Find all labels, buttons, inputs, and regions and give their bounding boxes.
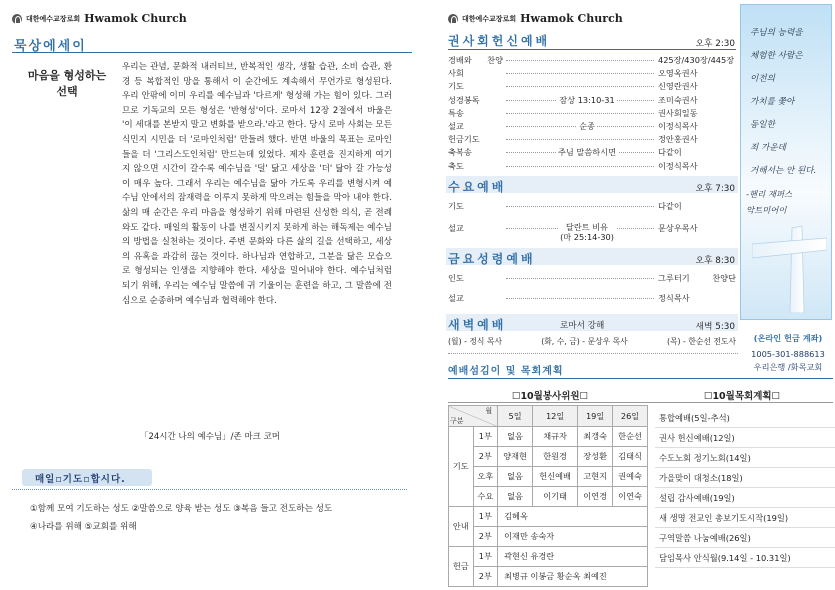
service-order-person: 문상우목사: [656, 222, 736, 234]
sidebar-quote: 주님의 능력을 체험한 사람은 이전의 가치를 쫓아 동일한 죄 가운데 거해서는 안 된다.: [750, 28, 817, 176]
service-order-label: 사회: [448, 68, 464, 79]
events-divider: [448, 378, 833, 379]
duty-group-prayer: 기도: [449, 427, 474, 507]
prayer-topics-line-1: ①함께 모여 기도하는 성도 ②말씀으로 양육 받는 성도 ③복음 들고 전도하는 성도: [30, 504, 333, 514]
dawn-leader-thu: (목) - 한순선 전도사: [666, 337, 736, 346]
service-order-person: 다같이: [656, 146, 736, 158]
duty-table-corner: [449, 406, 498, 427]
duty-row-label: 1부: [473, 547, 498, 567]
church-logo-icon: [448, 14, 458, 24]
cross-icon: [752, 218, 827, 313]
plan-item: 구역말씀 나눔예배(26일): [655, 528, 835, 548]
meditation-body: 우리는 관념, 문화적 내러티브, 반복적인 생각, 생활 습관, 소비 습관, 환경 등 복합적인 망을 통해서 이 순간에도 계속해서 무언가로 형성된다. 우리 안팎에 이미 우리를 예수님과 '다르게' 형성해 가는 힘이 있다. 그러므로 기독교의 모든 형성은 '반형성'이다. 로마서 12장 2절에서 바울은 '이 세대를 본받지 말고 변화를 받으라.'라고 한다. 당시 로마 사회는 모든 식민지 시민을 더 '로마인처럼' 만들려 했다. 반면 바울의 목표는 로마인들을 더 '그리스도인처럼' 만드는데 있었다. 제자 훈련을 진지하게 여기지 않으면 시간이 갈수록 예수님을 '덜' 닮고 세상을 '더' 닮아 갈 가능성이 매우 높다. 그래서 우리는 예수님을 닮아 가도록 우리를 변형시켜 예수님 안에서의 잠재력을 이루지 못하게 막으려는 힘들을 막아 내야 한다. 삶의 매 순간은 우리 마음을 형성하기 위해 마련된 신성한 의식, 곧 전례와도 같다. 매일의 활동이 나를 변질시키지 못하게 하는 해독제는 예수님의 방법을 실천하는 것이다. 주변 문화와 다른 삶의 길을 선택하고, 세상의 유혹을 과감히 끊는 것이다. 하나님과 연합하고, 그분을 닮은 모습으로 형성되는 인생을 지향해야 한다. 세상을 밀어내야 한다. 예수님처럼 되기 위해, 우리는 예수님 말씀에 귀 기울이는 훈련을 하고, 그 말씀에 전심으로 순종하며 예수님과 협력해야 한다.: [122, 62, 392, 306]
friday-service-title: 금요성령예배: [448, 252, 536, 266]
duty-row-label: 수요: [473, 487, 498, 507]
duty-cell: 곽현신 유경란: [498, 547, 648, 567]
row-dotted-leader: [506, 298, 654, 299]
service-order-row: [448, 107, 736, 119]
service-order-row: [448, 133, 736, 145]
plan-item: 권사 헌신예배(12일): [655, 428, 835, 448]
service-order-row: [448, 94, 736, 106]
duty-cell: 최병규 이봉금 황순옥 최예진: [498, 567, 648, 587]
duty-title: ☐10월봉사위원☐: [511, 391, 589, 402]
prayer-title: 매일▫기도▫합시다.: [35, 474, 126, 485]
duty-cell: 없음: [498, 487, 533, 507]
service-order-row: [448, 200, 736, 212]
duty-table: [448, 405, 648, 587]
duty-group-guide: 안내: [449, 507, 474, 547]
sunday-service-time: 오후 2:30: [695, 39, 735, 49]
service-order-label: 경배와 찬양: [448, 55, 503, 65]
service-order-row: [448, 120, 736, 132]
offering-bank: 우리은행 /화목교회: [753, 362, 823, 372]
plan-item: 수도노회 정기노회(14일): [655, 448, 835, 468]
service-order-detail-text: 잠상 13:10-31: [559, 94, 615, 105]
service-order-detail: [508, 94, 666, 106]
dawn-leader-mon: (월) - 정식 목사: [448, 337, 502, 346]
dawn-divider: [448, 353, 738, 354]
plan-list: [655, 408, 835, 568]
duty-cell: 최갱숙: [578, 427, 613, 447]
service-order-label: 기도: [448, 201, 464, 211]
service-order-row: [448, 80, 736, 92]
row-dotted-leader: [506, 166, 654, 167]
service-order-row: [448, 222, 736, 242]
service-order-label: 축도: [448, 160, 464, 171]
offering-title: (온라인 헌금 계좌): [753, 333, 823, 343]
duty-cell: 이연경: [578, 487, 613, 507]
plan-title: ☐10월목회계획☐: [703, 391, 781, 402]
service-order-label: 성경봉독: [448, 94, 480, 105]
row-dotted-leader: [506, 86, 654, 87]
duty-row-label: 1부: [473, 507, 498, 527]
events-section-title: 예배섬김이 및 목회계획: [448, 366, 564, 377]
duty-row-label: 1부: [473, 427, 498, 447]
plan-item: 통합예배(5일-추석): [655, 408, 835, 428]
duty-col-header: 19일: [578, 406, 613, 427]
church-name-en: Hwamok Church: [84, 12, 187, 25]
duty-cell: 김혜옥: [498, 507, 648, 527]
service-order-label: 기도: [448, 81, 464, 92]
row-dotted-leader: [506, 113, 654, 114]
service-order-detail-text: 주님 말씀하시면: [558, 147, 616, 158]
duty-cell: 이기태: [533, 487, 578, 507]
service-order-person: 이정식목사: [656, 160, 736, 172]
service-order-label: 헌금기도: [448, 134, 480, 145]
service-order-person: 오영옥권사: [656, 67, 736, 79]
service-order-row: [448, 54, 736, 66]
duty-corner-bottom: 구분: [450, 417, 464, 425]
service-order-label: 설교: [448, 293, 464, 303]
row-dotted-leader: [506, 206, 654, 207]
church-name-kr: 대한예수교장로회: [462, 14, 517, 23]
church-logo-icon: [12, 14, 22, 24]
duty-cell: 한원경: [533, 447, 578, 467]
offering-account-number: 1005-301-888613: [751, 349, 825, 359]
dawn-service-topic: 로마서 강해: [560, 321, 605, 331]
service-order-row: [448, 292, 736, 304]
wednesday-service-title: 수요예배: [448, 180, 507, 194]
duty-cell: 채규자: [533, 427, 578, 447]
duty-row-label: 2부: [473, 567, 498, 587]
dawn-leader-tue-wed-fri: (화, 수, 금) - 문상우 목사: [541, 337, 628, 346]
row-dotted-leader: [506, 73, 654, 74]
duty-cell: 양재현: [498, 447, 533, 467]
service-order-row: [448, 160, 736, 172]
duty-cell: 김태식: [613, 447, 648, 467]
plan-item: 담임목사 안식월(9.14일 - 10.31일): [655, 548, 835, 568]
row-dotted-leader: [506, 60, 654, 61]
duty-cell: 헌신예배: [533, 467, 578, 487]
service-order-person: 권사회일동: [656, 107, 736, 119]
service-order-person: 그루터기 찬양단: [658, 273, 736, 283]
service-order-label: 축복송: [448, 147, 472, 158]
service-order-person: 조미숙권사: [656, 94, 736, 106]
sunday-service-title: 권사회헌신예배: [448, 34, 551, 48]
service-order-label: 특송: [448, 107, 464, 118]
service-order-detail: [508, 146, 666, 158]
service-order-person: 신영란권사: [656, 80, 736, 92]
plan-item: 가을맞이 대청소(18일): [655, 468, 835, 488]
prayer-divider: [12, 489, 407, 490]
duty-cell: 없음: [498, 427, 533, 447]
wednesday-service-time: 오후 7:30: [695, 184, 735, 194]
church-name-kr: 대한예수교장로회: [26, 14, 81, 23]
service-order-row: [448, 146, 736, 158]
duty-group-offering: 헌금: [449, 547, 474, 587]
duty-cell: 이재만 송숙자: [498, 527, 648, 547]
sidebar-quote-author: -헨리 재퍼스 악트미어이: [746, 189, 793, 215]
friday-service-time: 오후 8:30: [695, 256, 735, 266]
duty-cell: 고현지: [578, 467, 613, 487]
duty-cell: 이연숙: [613, 487, 648, 507]
service-order-detail-text: 순종: [579, 121, 595, 131]
row-dotted-leader: [506, 278, 654, 279]
duty-cell: 없음: [498, 467, 533, 487]
service-order-detail-text: 달란트 비유 (마 25:14-30): [560, 222, 614, 242]
dawn-service-time: 새벽 5:30: [695, 322, 735, 332]
church-name-en: Hwamok Church: [520, 12, 623, 25]
dawn-leaders: [448, 336, 736, 347]
duty-cell: 장성환: [578, 447, 613, 467]
prayer-topics-line-2: ④나라를 위해 ⑤교회를 위해: [30, 522, 137, 532]
duty-row-label: 오후: [473, 467, 498, 487]
duty-col-header: 26일: [613, 406, 648, 427]
church-header-left: [12, 12, 187, 25]
service-order-label: 인도: [448, 273, 464, 283]
service-order-person: 다같이: [656, 200, 736, 212]
meditation-divider: [12, 52, 412, 53]
plan-item: 새 생명 전교인 총보기도시작(19일): [655, 508, 835, 528]
church-header-right: [448, 12, 623, 25]
service-order-row: [448, 67, 736, 79]
duty-col-header: 5일: [498, 406, 533, 427]
service-order-detail: [508, 120, 666, 132]
duty-col-header: 12일: [533, 406, 578, 427]
meditation-section-title: 묵상에세이: [14, 39, 87, 54]
service-order-label: 설교: [448, 223, 464, 233]
service-order-person: 이정식목사: [656, 120, 736, 132]
plan-item: 설립 감사예배(19일): [655, 488, 835, 508]
service-order-person: 정안홍권사: [656, 133, 736, 145]
service-order-row: [448, 272, 736, 284]
duty-cell: 한순선: [613, 427, 648, 447]
meditation-source: 「24시간 나의 예수님」/존 마크 코머: [139, 432, 281, 442]
service-order-person: 425장/430장/445장: [658, 55, 735, 65]
meditation-heading: 마음을 형성하는 선택: [27, 69, 107, 98]
offering-account-block: [742, 332, 834, 374]
duty-cell: 권예숙: [613, 467, 648, 487]
sunday-divider: [448, 49, 736, 50]
duty-row-label: 2부: [473, 527, 498, 547]
titles-divider: [448, 402, 833, 403]
service-order-detail: [508, 222, 666, 243]
service-order-person: 정식목사: [656, 292, 736, 304]
row-dotted-leader: [506, 139, 654, 140]
duty-corner-top: 월: [485, 407, 493, 415]
duty-row-label: 2부: [473, 447, 498, 467]
service-order-label: 설교: [448, 121, 464, 131]
dawn-service-title: 새벽예배: [448, 318, 507, 332]
